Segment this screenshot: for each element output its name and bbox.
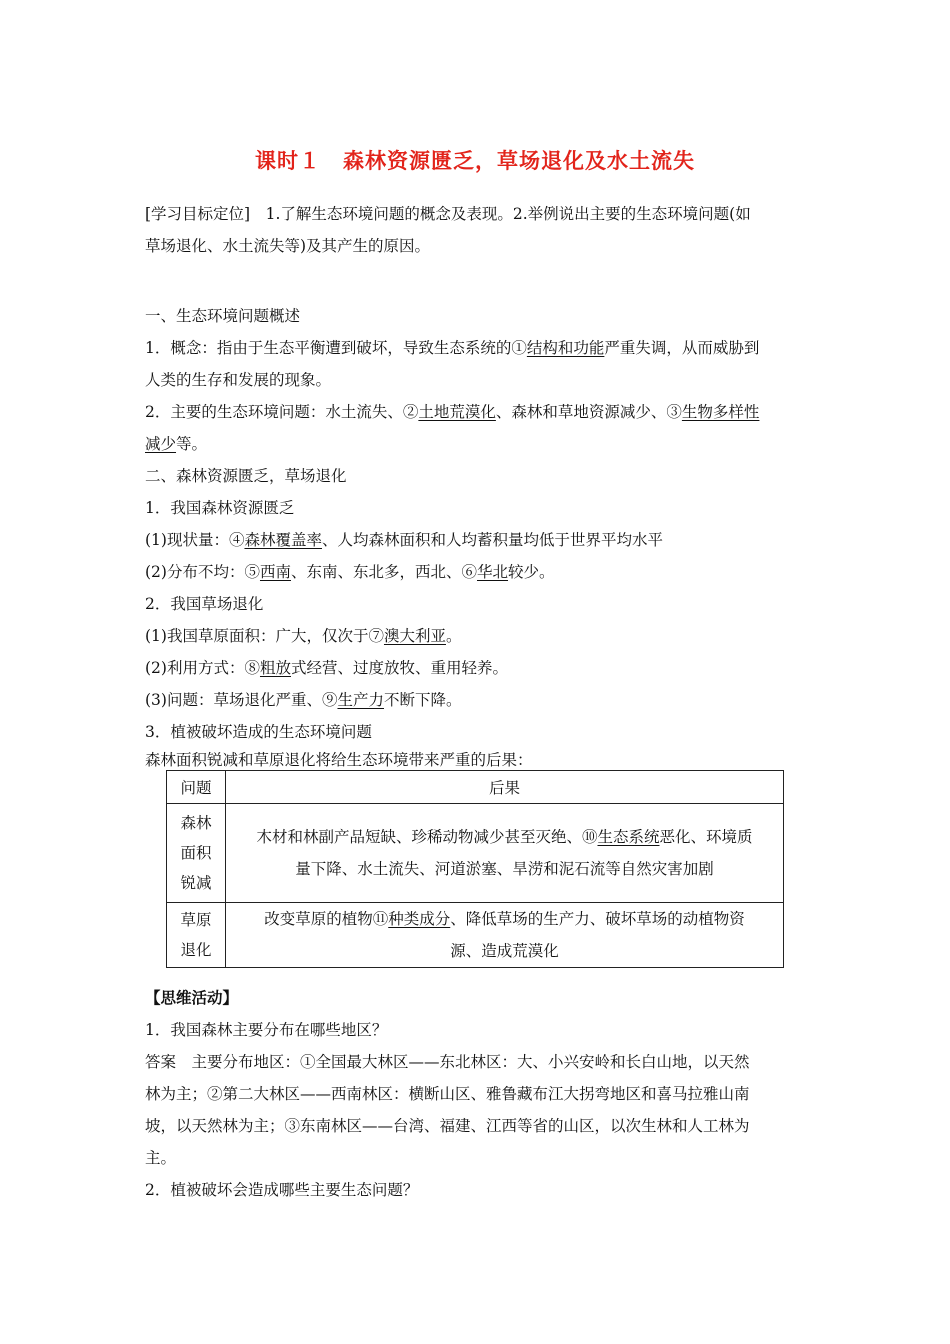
usage-paragraph: (2)利用方式：⑧粗放式经营、过度放牧、重用轻养。	[145, 659, 508, 677]
answer-blank: 生产力	[337, 691, 384, 709]
table-row	[167, 804, 784, 903]
table-header-row	[167, 771, 784, 804]
answer-blank: 土地荒漠化	[418, 403, 496, 421]
distribution-paragraph: (2)分布不均：⑤西南、东南、东北多，西北、⑥华北较少。	[145, 563, 555, 581]
answer-line: 答案 主要分布地区：①全国最大林区——东北林区：大、小兴安岭和长白山地，以天然	[145, 1053, 750, 1071]
concept-paragraph: 1．概念：指由于生态平衡遭到破坏，导致生态系统的①结构和功能严重失调，从而威胁到	[145, 339, 760, 357]
consequences-table	[166, 770, 784, 968]
question: 2．植被破坏会造成哪些主要生态问题？	[145, 1181, 419, 1199]
grassland-area-paragraph: (1)我国草原面积：广大，仅次于⑦澳大利亚。	[145, 627, 462, 645]
answer-blank: 澳大利亚	[383, 627, 446, 645]
row-label-cell: 森林 面积 锐减	[167, 804, 226, 903]
learning-objectives-line: 草场退化、水土流失等)及其产生的原因。	[145, 237, 431, 255]
table-header-cell: 后果	[226, 771, 784, 804]
table-header-cell: 问题	[167, 771, 226, 804]
table-intro: 森林面积锐减和草原退化将给生态环境带来严重的后果：	[145, 751, 533, 769]
learning-objectives-line: [学习目标定位] 1.了解生态环境问题的概念及表现。2.举例说出主要的生态环境问题(如	[145, 205, 751, 223]
subsection-heading: 2．我国草场退化	[145, 595, 264, 613]
status-paragraph: (1)现状量：④森林覆盖率、人均森林面积和人均蓄积量均低于世界平均水平	[145, 531, 663, 549]
answer-blank: 粗放	[259, 659, 291, 677]
answer-blank: 西南	[259, 563, 291, 581]
answer-line: 坡，以天然林为主；③东南林区——台湾、福建、江西等省的山区，以次生林和人工林为	[145, 1117, 750, 1135]
answer-blank: 种类成分	[388, 910, 451, 928]
consequence-cell: 改变草原的植物⑪种类成分、降低草场的生产力、破坏草场的动植物资 源、造成荒漠化	[226, 903, 784, 968]
section-heading: 一、生态环境问题概述	[145, 307, 301, 325]
concept-paragraph: 人类的生存和发展的现象。	[145, 371, 332, 389]
problems-paragraph: 减少等。	[145, 435, 208, 453]
question: 1．我国森林主要分布在哪些地区？	[145, 1021, 388, 1039]
answer-line: 主。	[145, 1149, 177, 1167]
answer-line: 林为主；②第二大林区——西南林区：横断山区、雅鲁藏布江大拐弯地区和喜马拉雅山南	[145, 1085, 750, 1103]
row-label-cell: 草原 退化	[167, 903, 226, 968]
page-title: 课时１ 森林资源匮乏，草场退化及水土流失	[255, 149, 695, 173]
activity-heading: 【思维活动】	[145, 989, 239, 1007]
answer-blank: 森林覆盖率	[244, 531, 322, 549]
answer-blank: 减少	[145, 435, 177, 453]
subsection-heading: 3．植被破坏造成的生态环境问题	[145, 723, 372, 741]
answer-blank: 生物多样性	[681, 403, 760, 421]
answer-blank: 生态系统	[597, 828, 660, 846]
subsection-heading: 1．我国森林资源匮乏	[145, 499, 295, 517]
consequence-cell: 木材和林副产品短缺、珍稀动物减少甚至灭绝、⑩生态系统恶化、环境质 量下降、水土流失、河道淤塞、旱涝和泥石流等自然灾害加剧	[226, 804, 784, 903]
table-row	[167, 903, 784, 968]
answer-blank: 华北	[477, 563, 509, 581]
answer-blank: 结构和功能	[526, 339, 605, 357]
issue-paragraph: (3)问题：草场退化严重、⑨生产力不断下降。	[145, 691, 462, 709]
section-heading: 二、森林资源匮乏，草场退化	[145, 467, 347, 485]
problems-paragraph: 2．主要的生态环境问题：水土流失、②土地荒漠化、森林和草地资源减少、③生物多样性	[145, 403, 760, 421]
